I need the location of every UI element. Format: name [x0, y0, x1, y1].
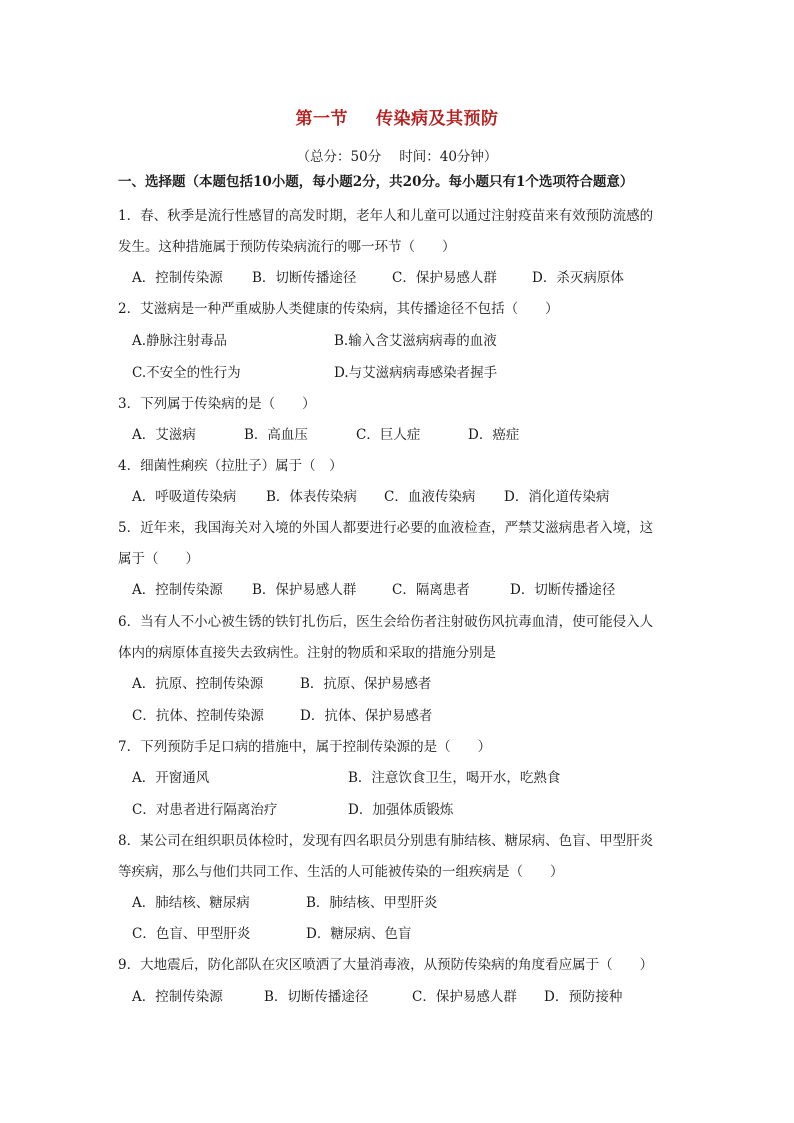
question-7-option-d: D．加强体质锻炼: [348, 802, 454, 818]
question-3-option-a: A．艾滋病: [132, 427, 196, 443]
question-1-line-2: 发生。这种措施属于预防传染病流行的哪一环节（ ）: [118, 239, 456, 255]
question-4-option-d: D．消化道传染病: [504, 489, 610, 505]
question-3-option-b: B．高血压: [244, 427, 308, 443]
time-limit: 时间：40分钟）: [399, 149, 498, 165]
question-1-line-1: 1．春、秋季是流行性感冒的高发时期，老年人和儿童可以通过注射疫苗来有效预防流感的: [118, 208, 654, 224]
title-topic: 传染病及其预防: [376, 109, 499, 129]
question-5-line-1: 5．近年来，我国海关对入境的外国人都要进行必要的血液检查，严禁艾滋病患者入境，这: [118, 520, 654, 536]
question-1-option-a: A．控制传染源: [132, 270, 223, 286]
question-7-option-a: A．开窗通风: [132, 770, 210, 786]
question-5-option-a: A．控制传染源: [132, 582, 223, 598]
question-9-option-a: A．控制传染源: [132, 989, 223, 1005]
question-5-option-d: D．切断传播途径: [510, 582, 616, 598]
question-2-option-c: C.不安全的性行为: [132, 365, 241, 381]
question-2-option-a: A.静脉注射毒品: [132, 333, 228, 349]
question-4-line-1: 4．细菌性痢疾（拉肚子）属于（ ）: [118, 458, 343, 474]
exam-info: [0, 145, 794, 165]
question-1-option-c: C．保护易感人群: [392, 270, 497, 286]
question-6-line-1: 6．当有人不小心被生锈的铁钉扎伤后，医生会给伤者注射破伤风抗毒血清，使可能侵入人: [118, 614, 654, 630]
question-7-line-1: 7．下列预防手足口病的措施中，属于控制传染源的是（ ）: [118, 739, 492, 755]
question-6-option-a: A．抗原、控制传染源: [132, 676, 264, 692]
title-section-number: 第一节: [295, 109, 348, 129]
total-score: （总分：50分: [296, 149, 382, 165]
question-4-option-a: A．呼吸道传染病: [132, 489, 237, 505]
question-8-option-c: C．色盲、甲型肝炎: [132, 926, 251, 942]
question-2-option-b: B.输入含艾滋病病毒的血液: [334, 333, 497, 349]
question-8-option-b: B．肺结核、甲型肝炎: [306, 895, 438, 911]
question-8-option-d: D．糖尿病、色盲: [306, 926, 412, 942]
question-6-option-b: B．抗原、保护易感者: [300, 676, 432, 692]
section-heading: 一、选择题（本题包括10小题，每小题2分，共20分。每小题只有1个选项符合题意）: [118, 174, 634, 190]
question-6-option-d: D．抗体、保护易感者: [300, 708, 433, 724]
question-1-option-b: B．切断传播途径: [252, 270, 357, 286]
question-9-line-1: 9．大地震后，防化部队在灾区喷洒了大量消毒液，从预防传染病的角度看应属于（ ）: [118, 957, 654, 973]
question-8-option-a: A．肺结核、糖尿病: [132, 895, 250, 911]
question-6-line-2: 体内的病原体直接失去致病性。注射的物质和采取的措施分别是: [118, 645, 496, 661]
question-5-line-2: 属于（ ）: [118, 551, 199, 567]
question-3-option-d: D．癌症: [468, 427, 520, 443]
question-3-option-c: C．巨人症: [356, 427, 421, 443]
question-4-option-b: B．体表传染病: [266, 489, 357, 505]
question-5-option-b: B．保护易感人群: [252, 582, 357, 598]
question-2-line-1: 2．艾滋病是一种严重威胁人类健康的传染病，其传播途径不包括（ ）: [118, 301, 559, 317]
question-9-option-b: B．切断传播途径: [264, 989, 369, 1005]
question-4-option-c: C．血液传染病: [384, 489, 476, 505]
question-9-option-d: D．预防接种: [544, 989, 623, 1005]
question-8-line-1: 8．某公司在组织职员体检时，发现有四名职员分别患有肺结核、糖尿病、色盲、甲型肝炎: [118, 833, 654, 849]
page-title: [0, 104, 794, 129]
question-7-option-c: C．对患者进行隔离治疗: [132, 802, 278, 818]
question-2-option-d: D.与艾滋病病毒感染者握手: [334, 365, 498, 381]
question-5-option-c: C．隔离患者: [392, 582, 470, 598]
question-7-option-b: B．注意饮食卫生，喝开水，吃熟食: [348, 770, 561, 786]
question-1-option-d: D．杀灭病原体: [532, 270, 624, 286]
question-9-option-c: C．保护易感人群: [412, 989, 517, 1005]
question-3-line-1: 3．下列属于传染病的是（ ）: [118, 396, 316, 412]
question-8-line-2: 等疾病，那么与他们共同工作、生活的人可能被传染的一组疾病是（ ）: [118, 864, 564, 880]
question-6-option-c: C．抗体、控制传染源: [132, 708, 264, 724]
